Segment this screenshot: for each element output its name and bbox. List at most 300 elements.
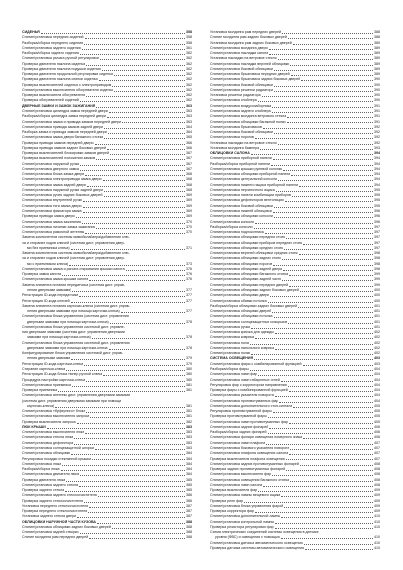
- toc-dot-leader: [274, 86, 373, 87]
- toc-dot-leader: [99, 80, 185, 81]
- toc-entry-title: Снятие/установка нижнего ящика приборной панели: [210, 182, 298, 187]
- toc-page-number: 404: [374, 366, 380, 371]
- toc-entry: [210, 546, 380, 551]
- toc-entry-title: Снятие/установка замка и привода замков передней двери: [22, 119, 122, 124]
- toc-entry-title: Установка накладки на ветровое стекло: [210, 140, 277, 145]
- toc-entry-title: Проверка двигателя наклона спинки сиденья: [22, 77, 98, 82]
- toc-dot-leader: [298, 307, 373, 308]
- toc-page-number: 389: [374, 40, 380, 45]
- toc-entry-title: Процедура настройки карточки-ключа: [22, 377, 86, 382]
- toc-dot-leader: [251, 354, 373, 355]
- toc-entry-title: ми с приемником ключа): [27, 261, 69, 266]
- toc-page-number: 389: [374, 66, 380, 71]
- toc-entry-title: Снятие/установка обивки потолка: [210, 298, 267, 303]
- toc-dot-leader: [299, 186, 373, 187]
- toc-entry-title: Установка молдинга рам задних боковых дверей: [210, 40, 292, 45]
- toc-entry-title: дверными замками при помощи карточки-ключа): [27, 319, 109, 324]
- toc-dot-leader: [122, 122, 185, 123]
- toc-entry-title: Снятие/установка перчаточного ящика: [210, 187, 275, 192]
- toc-entry-title: Снятие/установка дополнительной лампы: [210, 514, 281, 519]
- toc-entry-title: Снятие/установка противотуманных фар: [210, 398, 279, 403]
- toc-dot-leader: [282, 280, 373, 281]
- toc-page-number: 398: [374, 256, 380, 261]
- toc-page-number: 389: [374, 72, 380, 77]
- toc-page-number: 409: [374, 503, 380, 508]
- toc-page-number: 382: [186, 419, 192, 424]
- toc-dot-leader: [112, 86, 185, 87]
- toc-entry-title: Снятие/установка спойлера: [210, 98, 257, 103]
- toc-entry-title: Снятие/установка блока управления системой дист. управле-: [22, 324, 125, 329]
- toc-page-number: 401: [374, 324, 380, 329]
- toc-page-number: 390: [374, 98, 380, 103]
- toc-dot-leader: [251, 328, 373, 329]
- toc-entry-title: Проверка замка капота: [22, 272, 61, 277]
- toc-dot-leader: [272, 107, 373, 108]
- toc-dot-leader: [276, 191, 373, 192]
- toc-dot-leader: [291, 175, 373, 176]
- toc-dot-leader: [290, 481, 373, 482]
- toc-page-number: 389: [374, 61, 380, 66]
- toc-entry-title: Снятие/установка верхней облицовки средних стоек: [210, 251, 298, 256]
- toc-dot-leader: [89, 507, 185, 508]
- toc-page-number: 358: [186, 35, 192, 40]
- toc-entry-title: Разборка замка и привода замков передней двери: [22, 130, 107, 135]
- toc-dot-leader: [108, 133, 185, 134]
- toc-dot-leader: [287, 117, 373, 118]
- toc-dot-leader: [97, 523, 185, 524]
- toc-dot-leader: [80, 170, 185, 171]
- toc-dot-leader: [254, 228, 373, 229]
- toc-dot-leader: [291, 75, 373, 76]
- toc-entry-title: Снятие/установка задней створки: [22, 530, 79, 535]
- toc-page-number: 395: [374, 193, 380, 198]
- toc-dot-leader: [260, 149, 373, 150]
- toc-page-number: 395: [374, 203, 380, 208]
- toc-page-number: 401: [374, 309, 380, 314]
- toc-dot-leader: [65, 491, 185, 492]
- toc-page-number: 402: [374, 345, 380, 350]
- toc-dot-leader: [74, 444, 185, 445]
- toc-page-number: 396: [374, 214, 380, 219]
- toc-entry-title: Снятие/установка привода замков задней двери: [22, 124, 104, 129]
- toc-dot-leader: [272, 312, 373, 313]
- toc-entry-title: ния дверными замками (система дист. управления дверными: [22, 330, 125, 335]
- toc-dot-leader: [95, 144, 186, 145]
- toc-entry-title: Разборка/сборка задних фонарей: [210, 430, 267, 435]
- toc-dot-leader: [258, 101, 373, 102]
- toc-entry: [22, 536, 192, 541]
- toc-page-number: 408: [374, 461, 380, 466]
- toc-page-number: 410: [374, 519, 380, 524]
- toc-entry-title: Снятие/установка консоли: [210, 219, 255, 224]
- toc-page-number: 385: [186, 477, 192, 482]
- toc-page-number: 371: [186, 245, 192, 250]
- toc-page-number: 397: [374, 240, 380, 245]
- toc-dot-leader: [303, 438, 373, 439]
- toc-dot-leader: [80, 165, 185, 166]
- toc-page-number: 408: [374, 482, 380, 487]
- toc-dot-leader: [288, 323, 373, 324]
- toc-entry-title: Проверка выключателя фар: [210, 488, 258, 493]
- toc-entry-title: Снятие/установка замка крышки капота: [22, 277, 89, 282]
- toc-dot-leader: [281, 381, 373, 382]
- toc-page-number: 370: [186, 224, 192, 229]
- toc-page-number: 378: [186, 345, 192, 350]
- toc-entry-title: Снятие/установка наружной ручки задней двери: [22, 187, 103, 192]
- toc-dot-leader: [270, 296, 373, 297]
- toc-entry-title: Регистрация ID-кода карточки-ключа: [22, 361, 84, 366]
- toc-page-number: 380: [186, 372, 192, 377]
- toc-entry-title: Проверка привода замков передней двери: [22, 140, 94, 145]
- toc-entry-title: ЛЮК КРЫШИ: [22, 424, 46, 429]
- toc-dot-leader: [289, 391, 373, 392]
- toc-page-number: 389: [374, 45, 380, 50]
- toc-page-number: 408: [374, 477, 380, 482]
- toc-entry-title: Установка решетки радиатора: [210, 93, 261, 98]
- toc-entry-title: Снятие/установка облицовки задней части: [210, 277, 282, 282]
- toc-page-number: 362: [186, 82, 192, 87]
- toc-entry-title: Проверка приемника: [22, 388, 58, 393]
- toc-entry-title: Снятие/установка блока замка двери: [22, 172, 85, 177]
- toc-dot-leader: [121, 312, 185, 313]
- toc-page-number: 377: [186, 288, 192, 292]
- toc-page-number: 381: [186, 403, 192, 408]
- toc-dot-leader: [281, 538, 373, 539]
- toc-page-number: 403: [374, 361, 380, 366]
- toc-entry-title: (система дист. управления дверными замками при помощи: [22, 398, 122, 403]
- toc-page-number: 388: [186, 519, 192, 524]
- toc-entry-title: Снятие/установка накладки верхней облицовки: [210, 61, 290, 66]
- toc-page-number: 367: [186, 166, 192, 171]
- toc-page-number: 404: [374, 398, 380, 403]
- toc-page-number: 405: [374, 403, 380, 408]
- toc-entry-title: Снятие/установка облицовки задней двери: [210, 266, 283, 271]
- toc-entry-title: Установка заднего стекла двери: [22, 514, 77, 519]
- toc-entry-title: Снятие/установка цилиндра замка передней двери: [22, 108, 108, 113]
- toc-entry-title: Снятие/установка напольного коврика: [210, 345, 275, 350]
- toc-page-number: 391: [374, 114, 380, 119]
- toc-page-number: 369: [186, 209, 192, 214]
- toc-entry-title: Снятие/установка освещения багажного отсека: [210, 477, 290, 482]
- toc-page-number: 368: [186, 172, 192, 177]
- toc-entry-title: Снятие/установка задних фонарей: [210, 424, 269, 429]
- toc-entry-title: Снятие/установка блока управления фарой: [210, 503, 284, 508]
- toc-entry-title: Снятие/установка брызговика задних боковых дверей: [210, 77, 301, 82]
- toc-entry-title: Снятие/установка лампы вещевого ящика: [210, 493, 281, 498]
- toc-entry-title: Снятие/установка дверного замка: [22, 166, 79, 171]
- toc-dot-leader: [80, 475, 185, 476]
- toc-page-number: 406: [374, 435, 380, 440]
- toc-dot-leader: [104, 138, 185, 139]
- toc-page-number: 402: [374, 335, 380, 340]
- toc-page-number: 397: [374, 224, 380, 229]
- toc-entry-title: ми без приемника ключа): [27, 245, 70, 250]
- toc-dot-leader: [275, 396, 373, 397]
- toc-page-number: 400: [374, 288, 380, 292]
- toc-page-number: 362: [186, 98, 192, 103]
- toc-dot-leader: [300, 465, 373, 466]
- toc-page-number: 402: [374, 340, 380, 345]
- toc-page-number: 390: [374, 93, 380, 98]
- toc-page-number: 404: [374, 393, 380, 398]
- toc-entry-title: Снятие/установка антенны дист. управления дверными замками: [22, 393, 131, 398]
- toc-entry-title: Проверка корректора фар: [210, 509, 254, 514]
- toc-entry-title: Снятие/установка центральной консоли: [210, 177, 277, 182]
- toc-dot-leader: [85, 233, 185, 234]
- toc-entry-title: Снятие/установка тяги замка двери: [22, 203, 82, 208]
- toc-page-number: 410: [374, 540, 380, 545]
- toc-page-number: 409: [374, 498, 380, 503]
- toc-page-number: 384: [186, 461, 192, 466]
- toc-entry-title: Снятие/установка замка двери багажного отсека: [22, 135, 104, 140]
- toc-page-number: 367: [186, 156, 192, 161]
- toc-entry-title: уровня (ФВС) и освещения с помощью: [215, 535, 280, 540]
- toc-entry-title: Проверка привода замка двери: [22, 214, 75, 219]
- toc-dot-leader: [66, 370, 185, 371]
- toc-page-number: 377: [186, 298, 192, 303]
- toc-entry-title: Снятие/установка крышки рулевой колонки: [210, 166, 283, 171]
- toc-entry-title: Снятие/установка выключателя запроса: [22, 414, 90, 419]
- toc-entry-title: Снятие/установка облицовки дверей: [210, 309, 272, 314]
- toc-dot-leader: [80, 54, 185, 55]
- toc-dot-leader: [255, 512, 373, 513]
- toc-page-number: 403: [374, 356, 380, 361]
- toc-entry-title: Снятие/установка личинки замка зажигания: [22, 224, 96, 229]
- toc-dot-leader: [72, 386, 185, 387]
- toc-dot-leader: [279, 402, 373, 403]
- toc-entry-title: Проверка выключателя обогревателя: [22, 93, 85, 98]
- toc-page-number: 390: [374, 77, 380, 82]
- toc-page-number: 407: [374, 451, 380, 456]
- toc-dot-leader: [282, 33, 373, 34]
- toc-dot-leader: [289, 286, 373, 287]
- toc-entry-title: Снятие/установка «буферного» блока: [22, 409, 86, 414]
- toc-page-number: 398: [374, 266, 380, 271]
- toc-page-number: 384: [186, 472, 192, 477]
- toc-entry-title: Снятие/установка молдинга ветрового стекла: [210, 114, 287, 119]
- toc-entry-title: Проверка двигателя наклона сиденья: [22, 61, 86, 66]
- toc-page-number: 410: [374, 535, 380, 540]
- toc-page-number: 368: [186, 177, 192, 182]
- toc-entry-title: ча и стирание кодов ключей (система дист. управления двер-: [22, 240, 125, 245]
- toc-page-number: 378: [186, 335, 192, 340]
- toc-page-number: 363: [186, 108, 192, 113]
- toc-dot-leader: [84, 365, 185, 366]
- toc-page-number: 406: [374, 430, 380, 435]
- toc-entry-title: Разборка/сборка люка: [22, 467, 60, 472]
- toc-entry-title: Снятие/установка облицовки задних боковых дверей: [210, 288, 299, 292]
- toc-dot-leader: [284, 507, 373, 508]
- toc-page-number: 358: [186, 29, 192, 34]
- toc-dot-leader: [86, 412, 185, 413]
- toc-dot-leader: [268, 433, 373, 434]
- toc-dot-leader: [255, 338, 373, 339]
- toc-page-number: 377: [186, 309, 192, 314]
- toc-entry-title: Снятие/установка замка и рычага открывания крышки капота: [22, 266, 125, 271]
- toc-entry-title: Снятие/установка плафона освещения салона: [210, 451, 289, 456]
- toc-page-number: 385: [186, 488, 192, 493]
- toc-entry-title: Конфигурирование блока управления системой дист. управ-: [22, 351, 123, 356]
- toc-dot-leader: [278, 144, 373, 145]
- toc-page-number: 397: [374, 245, 380, 250]
- toc-dot-leader: [71, 454, 185, 455]
- toc-dot-leader: [83, 212, 185, 213]
- toc-entry-title: Проверка двигателя наклона подушки сидения: [22, 66, 101, 71]
- toc-entry-title: Снятие/установка блока управления системой дист. управления: [22, 340, 130, 345]
- toc-page-number: 408: [374, 472, 380, 477]
- toc-dot-leader: [258, 491, 373, 492]
- toc-dot-leader: [273, 212, 373, 213]
- toc-page-number: 404: [374, 382, 380, 387]
- toc-entry-title: СИСТЕМА ОСВЕЩЕНИЯ: [210, 356, 254, 361]
- toc-dot-leader: [55, 407, 185, 408]
- toc-dot-leader: [85, 175, 185, 176]
- toc-dot-leader: [284, 249, 373, 250]
- toc-entry-title: Снятие/установка подлокотника: [210, 230, 264, 235]
- toc-entry-title: Снятие/установка коврика: [210, 335, 255, 340]
- toc-entry-title: Снятие/установка бокового указателя поворота: [210, 445, 290, 450]
- toc-page-number: 404: [374, 372, 380, 377]
- toc-entry-title: Проверка выключателя запроса: [22, 419, 76, 424]
- toc-page-number: 364: [186, 130, 192, 135]
- toc-dot-leader: [286, 470, 373, 471]
- toc-dot-leader: [293, 407, 373, 408]
- toc-entry-title: дверными замками при помощи карточки-ключа: [27, 345, 108, 350]
- toc-entry-title: Проверка задних противотуманных фонарей: [210, 467, 286, 472]
- toc-entry-title: Снятие/установка облицовки приборной панели: [210, 172, 291, 177]
- toc-dot-leader: [278, 180, 373, 181]
- toc-entry-title: Разборка/сборка заднего сидения: [22, 51, 79, 56]
- toc-dot-leader: [271, 165, 373, 166]
- toc-page-number: 409: [374, 488, 380, 493]
- toc-dot-leader: [255, 223, 373, 224]
- toc-entry-title: Разборка/сборка цилиндра замка передней двери: [22, 114, 106, 119]
- toc-dot-leader: [274, 317, 373, 318]
- toc-entry-title: Снятие/установка ламп противотуманных фар: [210, 419, 288, 424]
- toc-entry-title: Разборка/сборка приборной панели: [210, 161, 270, 166]
- toc-dot-leader: [272, 112, 373, 113]
- toc-page-number: 394: [374, 166, 380, 171]
- toc-page-number: 389: [374, 56, 380, 61]
- toc-page-number: 408: [374, 467, 380, 472]
- toc-page-number: 369: [186, 198, 192, 203]
- toc-entry-title: Разборка/сборка консоли: [210, 224, 253, 229]
- toc-dot-leader: [104, 128, 185, 129]
- toc-entry-title: Снятие/установка приемника: [22, 382, 71, 387]
- toc-page-number: 369: [186, 203, 192, 208]
- toc-entry-title: Регулировка противотуманной фары: [210, 409, 272, 414]
- toc-entry-title: Снятие/установка облицовки передних стоек: [210, 235, 286, 240]
- toc-entry-title: Снятие/установка приборной панели: [210, 156, 272, 161]
- toc-entry-title: Регистрация ID-кода передатчика: [22, 293, 79, 298]
- toc-page-number: 364: [186, 124, 192, 129]
- toc-entry-title: Проверка резистора регулировки фар: [210, 524, 274, 529]
- toc-entry-title: Проверка привода замков задних боковых дверей: [22, 145, 107, 150]
- toc-dot-leader: [268, 302, 373, 303]
- toc-entry-title: Снятие/установка выключателя обогревателя сиденья: [22, 87, 114, 92]
- toc-entry-title: Снятие/установка датчика автоматического освещения: [210, 540, 303, 545]
- toc-page-number: 392: [374, 140, 380, 145]
- toc-page-number: 380: [186, 366, 192, 371]
- toc-dot-leader: [109, 349, 185, 350]
- toc-page-number: 381: [186, 414, 192, 419]
- toc-entry-title: карточки-ключа): [27, 403, 55, 408]
- toc-dot-leader: [288, 38, 373, 39]
- toc-entry-title: Снятие/установка передних сидений: [22, 35, 84, 40]
- toc-dot-leader: [86, 65, 185, 66]
- toc-dot-leader: [274, 133, 373, 134]
- toc-page-number: 392: [374, 124, 380, 129]
- toc-dot-leader: [96, 159, 185, 160]
- toc-entry-title: Замена компонентов системы иммобилайзера/добавление клю-: [22, 251, 130, 256]
- toc-entry-title: Снятие/установка панели комбинации приборов: [210, 193, 291, 198]
- toc-entry-title: Снятие/установка рычага ручной регулировки: [22, 56, 99, 61]
- toc-page-number: 390: [374, 82, 380, 87]
- toc-dot-leader: [96, 228, 185, 229]
- toc-page-number: 401: [374, 314, 380, 319]
- toc-page-number: 388: [186, 524, 192, 529]
- toc-entry-title: Снятие/установка двигателя люка: [22, 472, 80, 477]
- toc-entry-title: Снятие/установка полки: [210, 351, 251, 356]
- toc-page-number: 397: [374, 235, 380, 240]
- toc-dot-leader: [88, 512, 185, 513]
- toc-page-number: 389: [374, 51, 380, 56]
- toc-page-number: 378: [186, 319, 192, 324]
- toc-entry-title: ления дверными замками: [27, 356, 71, 361]
- toc-page-number: 400: [374, 298, 380, 303]
- toc-dot-leader: [104, 196, 185, 197]
- toc-page-number: 379: [186, 361, 192, 366]
- toc-dot-leader: [77, 517, 185, 518]
- toc-dot-leader: [96, 107, 185, 108]
- toc-dot-leader: [289, 275, 373, 276]
- toc-entry-title: Снятие/установка молдинга двери: [210, 45, 268, 50]
- toc-entry-title: Снятие/установка облицовки задних стоек: [210, 256, 281, 261]
- toc-dot-leader: [89, 538, 185, 539]
- toc-dot-leader: [303, 365, 374, 366]
- toc-entry-title: Снятие/установка солнцезащитной шторки: [22, 445, 94, 450]
- toc-entry-title: Проверка датчика системы автоматического освещения: [210, 546, 305, 551]
- toc-entry-title: Снятие/установка рамочной антенны: [22, 230, 85, 235]
- toc-page-number: 407: [374, 456, 380, 461]
- toc-dot-leader: [104, 191, 185, 192]
- toc-entry-title: Снятие/установка заднего спойлера: [210, 108, 271, 113]
- toc-dot-leader: [110, 323, 185, 324]
- toc-entry-title: Снятие/установка замка зажигания: [22, 219, 81, 224]
- toc-entry-title: Разборка/сборка облицовки задних боковых дверей: [210, 303, 298, 308]
- toc-dot-leader: [100, 59, 185, 60]
- toc-page-number: 394: [374, 177, 380, 182]
- toc-page-number: 395: [374, 198, 380, 203]
- toc-entry-title: Снятие/установка пола: [210, 340, 249, 345]
- toc-entry-title: Проверка выключателей блокировки замков дверей: [22, 151, 109, 156]
- toc-page-number: 400: [374, 293, 380, 298]
- toc-page-number: 362: [186, 72, 192, 77]
- toc-dot-leader: [71, 359, 185, 360]
- toc-dot-leader: [275, 528, 373, 529]
- toc-dot-leader: [41, 33, 185, 34]
- toc-dot-leader: [103, 180, 185, 181]
- toc-page-number: 401: [374, 319, 380, 324]
- toc-entry-title: Снятие/установка стекла люка: [22, 435, 74, 440]
- toc-dot-leader: [89, 280, 185, 281]
- toc-entry-title: Снятие/установка указателя поворота: [210, 393, 274, 398]
- toc-entry-title: Снятие/установка выключателя люка: [22, 430, 85, 435]
- toc-entry-title: ДВЕРНЫЕ ЗАМКИ И ЗАМОК ЗАЖИГАНИЯ: [22, 103, 96, 108]
- toc-page-number: 376: [186, 277, 192, 282]
- toc-entry-title: замками при помощи карточки-ключа): [27, 335, 91, 340]
- toc-page-number: 402: [374, 351, 380, 356]
